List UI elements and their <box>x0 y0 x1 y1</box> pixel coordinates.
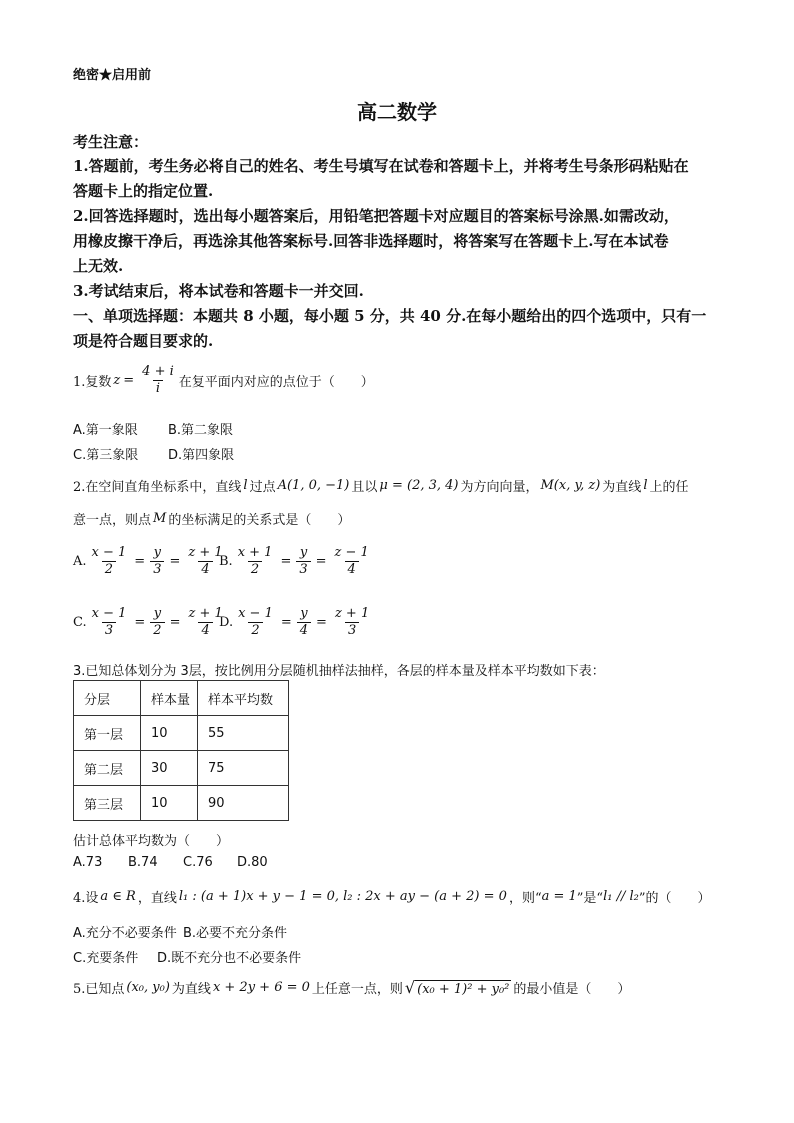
frac-num: z + 1 <box>334 606 370 621</box>
frac-den: 4 <box>198 622 212 639</box>
frac-den: 3 <box>150 561 164 578</box>
q4-condition: a ∈ R <box>100 889 136 904</box>
section-1-heading-line1: 一、单项选择题：本题共 8 小题，每小题 5 分，共 40 分.在每小题给出的四个选项中，只有一 <box>73 307 707 325</box>
table-cell: 第一层 <box>74 716 141 751</box>
frac-den: 3 <box>296 561 310 578</box>
q5-text-b: 为直线 <box>171 982 211 997</box>
q5-text-c: 上任意一点，则 <box>311 982 403 997</box>
frac-num: y <box>299 545 308 560</box>
q2-text-g: 意一点，则点 <box>73 513 152 528</box>
q4-option-c: C.充要条件 <box>73 951 139 966</box>
notice-item-2-line2: 用橡皮擦干净后，再选涂其他答案标号.回答非选择题时，将答案写在答题卡上.写在本试卷 <box>73 232 669 250</box>
q2-text-f: 上的任 <box>649 480 689 495</box>
notice-item-1-line2: 答题卡上的指定位置. <box>73 182 214 200</box>
q2-m-var: M <box>153 511 167 526</box>
sqrt-symbol-icon: √ <box>404 977 416 997</box>
stratified-sample-table <box>73 680 289 821</box>
q4-lines: l₁ : (a + 1)x + y − 1 = 0, l₂ : 2x + ay − (a + 2) = 0 <box>178 889 507 904</box>
q2-option-c: C. $\frac{x - 1}{3}$ = $\frac{y}{2}$ = $\frac{z + 1}{4}$ <box>73 606 228 639</box>
q2-line-l-2: l <box>643 478 648 493</box>
q4-text-d: ”是“ <box>576 891 604 906</box>
confidential-mark: 绝密★启用前 <box>73 68 152 83</box>
table-cell: 90 <box>198 786 289 821</box>
frac-den: 2 <box>150 622 164 639</box>
frac-num: y <box>153 545 162 560</box>
question-4-stem <box>73 887 711 906</box>
q3-option-c: C.76 <box>183 855 213 870</box>
q1-den: i <box>153 380 163 397</box>
q4-option-a: A.充分不必要条件 <box>73 926 177 941</box>
q2-text-b: 过点 <box>249 480 276 495</box>
frac-num: z + 1 <box>188 606 223 621</box>
question-5-stem <box>73 978 630 997</box>
frac-den: 4 <box>297 622 311 639</box>
q4-text-c: ，则“ <box>508 891 542 906</box>
q2-text-a: 2.在空间直角坐标系中，直线 <box>73 480 242 495</box>
q3-option-d: D.80 <box>237 855 268 870</box>
q1-fraction <box>139 364 177 397</box>
question-2-line2 <box>73 509 350 528</box>
notice-heading: 考生注意： <box>73 133 149 151</box>
frac-den: 4 <box>198 561 212 578</box>
q1-num: 4 + i <box>142 364 174 379</box>
frac-den: 2 <box>248 561 262 578</box>
frac-num: x − 1 <box>238 606 273 621</box>
page-title: 高二数学 <box>357 100 437 124</box>
q2-text-e: 为直线 <box>602 480 642 495</box>
q2-option-d: D. $\frac{x - 1}{2}$ = $\frac{y}{4}$ = $\frac{z + 1}{3}$ <box>219 606 374 639</box>
q4-option-b: B.必要不充分条件 <box>183 926 288 941</box>
q1-option-d: D.第四象限 <box>168 448 235 463</box>
q2-option-b-label: B. <box>219 554 233 569</box>
table-row <box>74 786 289 821</box>
q1-prefix: 1.复数 <box>73 375 112 390</box>
table-row <box>74 751 289 786</box>
q1-option-b: B.第二象限 <box>168 423 234 438</box>
section-1-heading-line2: 项是符合题目要求的. <box>73 332 214 350</box>
notice-item-2-line3: 上无效. <box>73 257 124 275</box>
q5-text-d: 的最小值是（ ） <box>513 982 631 997</box>
frac-den: 2 <box>102 561 116 578</box>
table-header-row <box>74 681 289 716</box>
q3-option-a: A.73 <box>73 855 103 870</box>
table-cell: 55 <box>198 716 289 751</box>
q2-option-d-label: D. <box>219 615 234 630</box>
frac-num: z − 1 <box>334 545 369 560</box>
table-cell: 30 <box>141 751 198 786</box>
question-2-line1 <box>73 476 689 495</box>
q4-parallel: l₁ // l₂ <box>603 889 639 904</box>
frac-den: 4 <box>345 561 359 578</box>
q2-point-m: M(x, y, z) <box>540 478 601 493</box>
q4-text-a: 4.设 <box>73 891 99 906</box>
question-1-stem: 1.复数 z = $\frac{4 + i}{i}$ 在复平面内对应的点位于（ ） <box>73 364 374 396</box>
q2-direction-vector: μ = (2, 3, 4) <box>379 478 459 493</box>
table-cell: 第三层 <box>74 786 141 821</box>
q4-option-d: D.既不充分也不必要条件 <box>157 951 302 966</box>
q1-var: z <box>113 373 121 388</box>
table-header-cell: 样本平均数 <box>198 681 289 716</box>
frac-num: y <box>300 606 308 621</box>
q1-suffix: 在复平面内对应的点位于（ ） <box>178 375 374 390</box>
q3-option-b: B.74 <box>128 855 158 870</box>
table-cell: 10 <box>141 716 198 751</box>
frac-num: z + 1 <box>188 545 223 560</box>
q5-sqrt-expression <box>405 979 511 997</box>
notice-item-2-line1: 2.回答选择题时，选出每小题答案后，用铅笔把答题卡对应题目的答案标号涂黑.如需改动， <box>73 207 679 225</box>
q4-text-e: ”的（ ） <box>638 891 711 906</box>
q5-point: (x₀, y₀) <box>126 980 170 995</box>
notice-item-1-line1: 1.答题前，考生务必将自己的姓名、考生号填写在试卷和答题卡上，并将考生号条形码粘贴在 <box>73 157 689 175</box>
frac-num: y <box>153 606 162 621</box>
frac-den: 2 <box>248 622 262 639</box>
q2-option-b: B. $\frac{x + 1}{2}$ = $\frac{y}{3}$ = $\frac{z - 1}{4}$ <box>219 545 374 578</box>
table-row <box>74 716 289 751</box>
q2-point-a: A(1, 0, −1) <box>277 478 350 493</box>
table-header-cell: 样本量 <box>141 681 198 716</box>
frac-num: x − 1 <box>91 606 127 621</box>
q5-line: x + 2y + 6 = 0 <box>212 980 310 995</box>
table-header-cell: 分层 <box>74 681 141 716</box>
q2-text-h: 的坐标满足的关系式是（ ） <box>168 513 351 528</box>
question-3-stem: 3.已知总体划分为 3层，按比例用分层随机抽样法抽样，各层的样本量及样本平均数如下表： <box>73 664 605 679</box>
q5-text-a: 5.已知点 <box>73 982 125 997</box>
q2-option-a-label: A. <box>73 554 87 569</box>
table-cell: 第二层 <box>74 751 141 786</box>
q2-option-c-label: C. <box>73 615 87 630</box>
q2-text-d: 为方向向量， <box>460 480 539 495</box>
q2-text-c: 且以 <box>351 480 378 495</box>
q4-text-b: ，直线 <box>137 891 177 906</box>
q1-option-c: C.第三象限 <box>73 448 139 463</box>
frac-num: x + 1 <box>237 545 273 560</box>
q2-line-l: l <box>243 478 248 493</box>
frac-den: 3 <box>345 622 359 639</box>
notice-item-3: 3.考试结束后，将本试卷和答题卡一并交回. <box>73 282 364 300</box>
q5-radicand: (x₀ + 1)² + y₀² <box>417 981 510 997</box>
table-cell: 10 <box>141 786 198 821</box>
question-3-ask: 估计总体平均数为（ ） <box>73 834 230 849</box>
frac-num: x − 1 <box>91 545 127 560</box>
table-cell: 75 <box>198 751 289 786</box>
frac-den: 3 <box>102 622 116 639</box>
q2-option-a: A. $\frac{x - 1}{2}$ = $\frac{y}{3}$ = $\frac{z + 1}{4}$ <box>73 545 228 578</box>
q4-a-equals: a = 1 <box>541 889 577 904</box>
q1-option-a: A.第一象限 <box>73 423 138 438</box>
